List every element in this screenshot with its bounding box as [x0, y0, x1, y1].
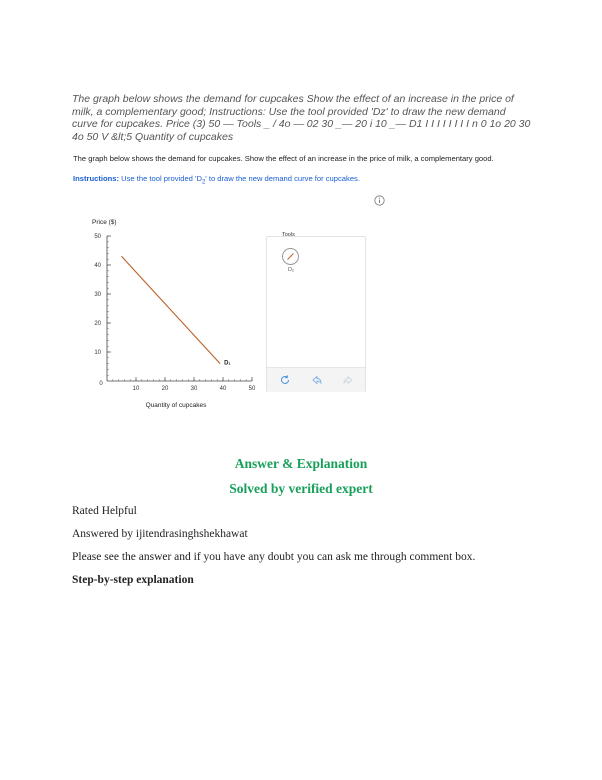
- series-label: D₁: [224, 360, 231, 367]
- tools-panel: [266, 232, 366, 392]
- pencil-line-icon: [283, 249, 298, 264]
- x-tick-label: 20: [161, 386, 169, 392]
- undo-icon[interactable]: [311, 374, 323, 386]
- instructions: [73, 174, 543, 186]
- draw-d2-tool-button[interactable]: [282, 248, 299, 265]
- x-tick-label: 30: [190, 386, 198, 392]
- y-axis-label: Price ($): [92, 219, 117, 226]
- question-snippet: The graph below shows the demand for cupcakes Show the effect of an increase in the price of milk, a complementary good; Instructions: Use the tool provided 'Dz' to draw the new demand curve for cupcakes. Price (3) 50 — Tools _ / 4o — 02 30 _— 20 i 10 _— D1 I I I I I I I I n 0 1o 20 30 4o 50 V &lt;5 Quantity of cupcakes: [72, 93, 531, 143]
- y-tick-label: 20: [94, 321, 101, 327]
- answer-subheading: Solved by verified expert: [229, 481, 373, 496]
- y-tick-label: 50: [94, 234, 101, 240]
- tool-label: D₂: [287, 267, 295, 273]
- x-tick-label: 10: [132, 386, 140, 392]
- instructions-label: Instructions:: [73, 174, 119, 183]
- x-tick-label: 50: [248, 386, 256, 392]
- x-axis-label: Quantity of cupcakes: [145, 402, 207, 409]
- tools-title: Tools: [282, 232, 295, 238]
- step-by-step-heading: Step-by-step explanation: [72, 574, 194, 586]
- info-icon[interactable]: [374, 195, 385, 206]
- instructions-text-pre: Use the tool provided 'D: [121, 174, 202, 183]
- y-tick-label: 30: [94, 292, 101, 298]
- origin-label: 0: [99, 381, 103, 387]
- instructions-text-post: ' to draw the new demand curve for cupcakes.: [205, 174, 360, 183]
- answer-body: Please see the answer and if you have any doubt you can ask me through comment box.: [72, 551, 476, 563]
- demand-chart: [60, 210, 270, 415]
- reset-icon[interactable]: [279, 374, 291, 386]
- instructions-sub: 2: [201, 179, 206, 186]
- y-tick-label: 10: [94, 350, 101, 356]
- y-tick-label: 40: [94, 263, 101, 269]
- rated-helpful: Rated Helpful: [72, 505, 137, 517]
- problem-statement: The graph below shows the demand for cupcakes. Show the effect of an increase in the price of milk, a complementary good.: [73, 154, 494, 163]
- answered-by: Answered by ijitendrasinghshekhawat: [72, 528, 248, 540]
- x-tick-label: 40: [219, 386, 227, 392]
- redo-icon[interactable]: [342, 374, 354, 386]
- tool-bar: [267, 367, 365, 392]
- answer-heading: Answer & Explanation: [234, 456, 368, 471]
- demand-curve-d1: [122, 256, 221, 363]
